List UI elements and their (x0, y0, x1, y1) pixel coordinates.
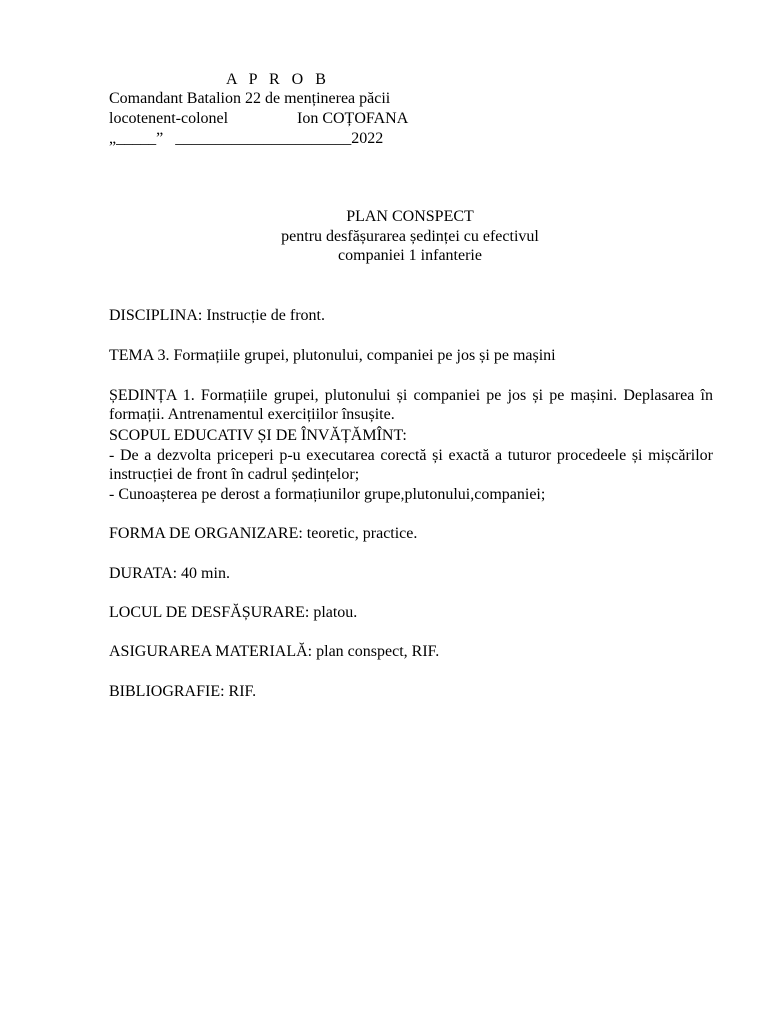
tema-line: TEMA 3. Formațiile grupei, plutonului, companiei pe jos și pe mașini (109, 347, 556, 364)
scopul-bullet-2: - Cunoașterea pe derost a formațiunilor grupe,plutonului,companiei; (109, 486, 546, 503)
approval-date-line: „_____” ______________________2022 (109, 130, 384, 147)
durata-line: DURATA: 40 min. (109, 565, 230, 582)
asigurarea-line: ASIGURAREA MATERIALĂ: plan conspect, RIF. (109, 643, 440, 660)
approval-rank: locotenent-colonel (109, 110, 229, 127)
plan-title: PLAN CONSPECT (346, 208, 474, 225)
scopul-heading: SCOPUL EDUCATIV ȘI DE ÎNVĂȚĂMÎNT: (109, 427, 407, 444)
approval-title: A P R O B (226, 71, 330, 88)
plan-subtitle-line-1: pentru desfășurarea ședinței cu efectivul (281, 228, 539, 245)
locul-line: LOCUL DE DESFĂȘURARE: platou. (109, 604, 358, 621)
bibliografie-line: BIBLIOGRAFIE: RIF. (109, 683, 257, 700)
approval-commander: Comandant Batalion 22 de menținerea păcii (109, 90, 391, 107)
approval-name: Ion COȚOFANA (297, 110, 409, 127)
scopul-bullet-1: - De a dezvolta priceperi p-u executarea corectă și exactă a tuturor procedeele și mișcărilor instrucției de front în cadrul ședințelor; (109, 447, 713, 483)
forma-line: FORMA DE ORGANIZARE: teoretic, practice. (109, 525, 418, 542)
sedinta-paragraph: ȘEDINȚA 1. Formațiile grupei, plutonului și companiei pe jos și pe mașini. Deplasarea în formații. Antrenamentul exercițiilor însușite. (109, 387, 713, 423)
approval-rank-line (109, 109, 408, 128)
discipline-line: DISCIPLINA: Instrucție de front. (109, 307, 325, 324)
plan-subtitle-line-2: companiei 1 infanterie (338, 247, 482, 264)
